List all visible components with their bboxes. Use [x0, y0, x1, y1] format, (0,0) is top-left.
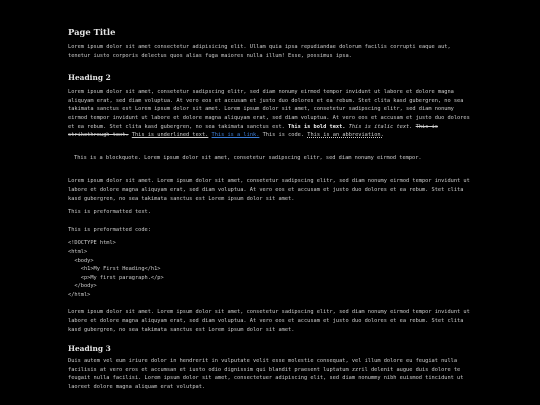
- link[interactable]: This is a link.: [211, 132, 260, 139]
- bold-text: This is bold text.: [288, 123, 346, 130]
- paragraph-3: Lorem ipsum dolor sit amet. Lorem ipsum dolor sit amet, consetetur sadipscing elitr, sed diam nonumy eirmod tempor invidunt ut labore et dolore magna aliquyam erat, sed diam voluptua. At vero eos et accusam et justo duo dolores et ea rebum. Stet clita kasd gubergren, no sea takimata sanctus est Lorem ipsum dolor sit amet.: [68, 309, 470, 333]
- page-title: Page Title: [68, 27, 116, 37]
- heading-2: Heading 2: [68, 73, 111, 83]
- formatting-paragraph: [68, 88, 472, 140]
- italic-text: This is italic text.: [348, 123, 413, 130]
- inline-code: This is code.: [262, 132, 305, 139]
- abbreviation: This is an abbreviation.: [307, 132, 384, 139]
- paragraph-2: Lorem ipsum dolor sit amet. Lorem ipsum dolor sit amet, consetetur sadipscing elitr, sed diam nonumy eirmod tempor invidunt ut labore et dolore magna aliquyam erat, sed diam voluptua. At vero eos et accusam et justo duo dolores et ea rebum. Stet clita kasd gubergren, no sea takimata sanctus est Lorem ipsum dolor sit amet.: [68, 178, 470, 202]
- paragraph-4: Duis autem vel eum iriure dolor in hendrerit in vulputate velit esse molestie consequat, vel illum dolore eu feugiat nulla facilisis at vero eros et accumsan et iusto odio dignissim qui blandit praesent luptatum zzril delenit augue duis dolore te feugait nulla facilisi. Lorem ipsum dolor sit amet, consectetuer adipiscing elit, sed diam nonummy nibh euismod tincidunt ut laoreet dolore magna aliquam erat volutpat.: [68, 358, 464, 391]
- paragraph-text: Lorem ipsum dolor sit amet, consetetur sadipscing elitr, sed diam nonumy eirmod tempor invidunt ut labore et dolore magna aliquyam erat, sed diam voluptua. At vero eos et accusam et justo duo dolores et ea rebum. Stet clita kasd gubergren, no sea takimata sanctus est Lorem ipsum dolor sit amet. Lorem ipsum dolor sit amet, consetetur sadipscing elitr, sed diam nonumy eirmod tempor invidunt ut labore et dolore magna aliquyam erat, sed diam voluptua. At vero eos et accusam et justo duo dolores et ea rebum. Stet clita kasd gubergren, no sea takimata sanctus est.: [68, 89, 470, 130]
- underlined-text: This is underlined text.: [131, 132, 209, 139]
- heading-3: Heading 3: [68, 344, 111, 354]
- strikethrough-text: This is strikethrough text.: [68, 123, 438, 139]
- code-block: <!DOCTYPE html> <html> <body> <h1>My First Heading</h1> <p>My first paragraph.</p> </body> </html>: [68, 240, 164, 298]
- preformatted-text: This is preformatted text.: [68, 209, 151, 216]
- preformatted-code-label: This is preformatted code:: [68, 226, 151, 233]
- intro-paragraph: Lorem ipsum dolor sit amet consectetur adipisicing elit. Ullam quia ipsa repudiandae dolorum facilis corrupti eaque aut, tenetur iusto corporis delectus quos alias fuga maiores nulla illum! Esse, possimus ipsa.: [68, 44, 451, 59]
- blockquote: This is a blockquote. Lorem ipsum dolor sit amet, consetetur sadipscing elitr, sed diam nonumy eirmod tempor.: [74, 154, 422, 161]
